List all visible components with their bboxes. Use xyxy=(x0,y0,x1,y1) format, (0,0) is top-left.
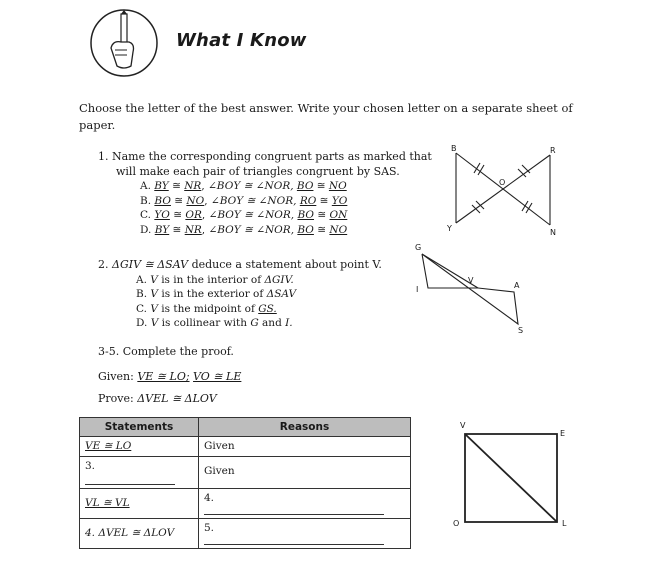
label-g: G xyxy=(415,243,422,252)
instructions: Choose the letter of the best answer. Write your chosen letter on a separate sheet of paper. xyxy=(79,101,573,132)
option-1c: C. YO ≅ OR, ∠BOY ≅ ∠NOR, BO ≅ ON xyxy=(140,209,348,221)
option-2d: D. V is collinear with G and I. xyxy=(136,317,293,329)
label-s: S xyxy=(518,326,524,335)
proof-intro: 3-5. Complete the proof. xyxy=(98,345,234,358)
proof-given: Given: VE ≅ LO; VO ≅ LE xyxy=(98,370,242,383)
answer-blank[interactable] xyxy=(85,472,175,485)
label-l: L xyxy=(562,519,567,528)
label-o: O xyxy=(453,519,460,528)
option-2b: B. V is in the exterior of ΔSAV xyxy=(136,288,297,300)
pencil-hand-logo-icon xyxy=(89,8,159,78)
option-2c: C. V is the midpoint of GS. xyxy=(136,302,277,315)
proof-table xyxy=(79,417,411,549)
option-1b: B. BO ≅ NO, ∠BOY ≅ ∠NOR, RO ≅ YO xyxy=(140,194,348,207)
question-1-stem: 1. Name the corresponding congruent parts as marked that will make each pair of triangles congruent by SAS. xyxy=(98,150,432,178)
answer-blank[interactable] xyxy=(204,504,384,515)
figure-3-square xyxy=(450,418,580,530)
label-i: I xyxy=(416,285,419,294)
answer-blank[interactable] xyxy=(204,534,384,545)
page-title: What I Know xyxy=(176,30,307,51)
question-2-options xyxy=(98,273,408,331)
label-y: Y xyxy=(447,224,452,233)
label-v: V xyxy=(468,276,474,285)
header-statements: Statements xyxy=(80,418,199,437)
table-row: 3. Given xyxy=(80,457,411,489)
label-b: B xyxy=(451,144,457,153)
label-r: R xyxy=(550,146,556,155)
label-n: N xyxy=(550,228,556,237)
label-v: V xyxy=(460,421,466,430)
question-2 xyxy=(98,258,408,331)
question-2-stem: 2. ΔGIV ≅ ΔSAV deduce a statement about point V. xyxy=(98,258,382,271)
header-reasons: Reasons xyxy=(199,418,411,437)
figure-2-triangles xyxy=(410,240,540,340)
question-1-options xyxy=(98,179,438,237)
table-row: 4. ΔVEL ≅ ΔLOV 5. xyxy=(80,519,411,549)
option-1d: D. BY ≅ NR, ∠BOY ≅ ∠NOR, BO ≅ NO xyxy=(140,223,348,236)
question-1 xyxy=(98,150,438,237)
table-row: VL ≅ VL 4. xyxy=(80,489,411,519)
option-2a: A. V is in the interior of ΔGIV. xyxy=(136,273,294,286)
figure-1-bowtie xyxy=(442,143,562,238)
label-e: E xyxy=(560,429,566,438)
option-1a: A. BY ≅ NR, ∠BOY ≅ ∠NOR, BO ≅ NO xyxy=(140,180,347,192)
label-a: A xyxy=(514,281,520,290)
table-row: VE ≅ LO Given xyxy=(80,437,411,457)
label-o: O xyxy=(499,178,506,187)
proof-prove: Prove: ΔVEL ≅ ΔLOV xyxy=(98,392,217,405)
